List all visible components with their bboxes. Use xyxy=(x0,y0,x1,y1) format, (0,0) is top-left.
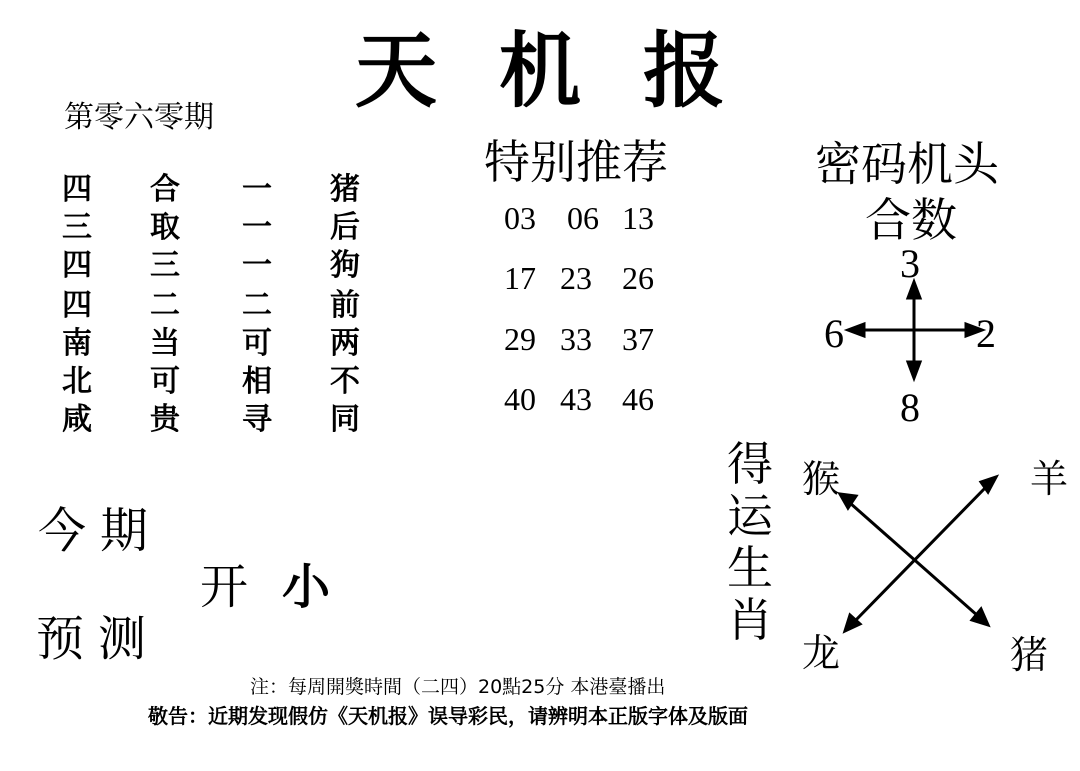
page-title: 天机报 xyxy=(355,23,788,119)
grid-cell: 北 xyxy=(62,364,92,399)
grid-cell: 取 xyxy=(150,210,180,245)
code-left: 6 xyxy=(824,311,844,356)
zodiac-bottom-right: 猪 xyxy=(1010,633,1049,677)
issue-number: 第零六零期 xyxy=(64,100,214,135)
grid-cell: 四 xyxy=(62,248,92,283)
schedule-note: 注：每周開獎時間（二四）20點25分 本港臺播出 xyxy=(250,676,666,698)
code-top: 3 xyxy=(900,241,920,286)
code-title: 密码机头 xyxy=(815,137,999,191)
grid-cell: 三 xyxy=(62,210,92,245)
code-right: 2 xyxy=(976,311,996,356)
grid-cell: 后 xyxy=(330,210,360,245)
grid-cell: 贵 xyxy=(150,402,180,437)
grid-cell: 合 xyxy=(150,172,180,207)
zodiac-top-right: 羊 xyxy=(1030,457,1069,501)
grid-cell: 四 xyxy=(62,288,92,323)
code-subtitle: 合数 xyxy=(865,193,957,247)
number-cell: 43 xyxy=(560,381,592,417)
grid-cell: 二 xyxy=(150,288,180,323)
grid-cell: 南 xyxy=(62,326,92,361)
grid-cell: 相 xyxy=(242,364,272,399)
number-cell: 26 xyxy=(622,260,654,296)
warning-note: 敬告：近期发现假仿《天机报》误导彩民，请辨明本正版字体及版面 xyxy=(148,704,748,728)
number-cell: 40 xyxy=(504,381,536,417)
grid-cell: 三 xyxy=(150,248,180,283)
prediction-value: 小 xyxy=(282,559,331,615)
prediction-line2: 预测 xyxy=(36,611,161,667)
grid-cell: 猪 xyxy=(330,172,360,207)
grid-cell: 寻 xyxy=(242,402,272,437)
number-cell: 06 xyxy=(567,200,599,236)
number-cell: 46 xyxy=(622,381,654,417)
grid-cell: 一 xyxy=(242,210,272,245)
zodiac-top-left: 猴 xyxy=(802,457,841,501)
grid-cell: 当 xyxy=(150,326,180,361)
grid-cell: 二 xyxy=(242,288,272,323)
zodiac-bottom-left: 龙 xyxy=(802,631,841,675)
grid-cell: 一 xyxy=(242,172,272,207)
code-bottom: 8 xyxy=(900,385,920,430)
number-cell: 03 xyxy=(504,200,536,236)
grid-cell: 四 xyxy=(62,172,92,207)
grid-cell: 同 xyxy=(330,402,360,437)
grid-cell: 咸 xyxy=(62,402,92,437)
grid-cell: 两 xyxy=(330,326,360,361)
grid-cell: 一 xyxy=(242,248,272,283)
grid-cell: 可 xyxy=(150,364,180,399)
recommend-title: 特别推荐 xyxy=(484,135,668,189)
number-cell: 23 xyxy=(560,260,592,296)
grid-cell: 前 xyxy=(330,288,360,323)
number-cell: 17 xyxy=(504,260,536,296)
zodiac-title: 得运生肖 xyxy=(727,437,773,647)
grid-cell: 可 xyxy=(242,326,272,361)
number-cell: 33 xyxy=(560,321,592,357)
number-cell: 29 xyxy=(504,321,536,357)
grid-cell: 狗 xyxy=(330,248,360,283)
prediction-line1: 今期 xyxy=(38,503,163,559)
number-cell: 37 xyxy=(622,321,654,357)
number-cell: 13 xyxy=(622,200,654,236)
grid-cell: 不 xyxy=(330,364,360,399)
prediction-open: 开 xyxy=(200,559,249,615)
